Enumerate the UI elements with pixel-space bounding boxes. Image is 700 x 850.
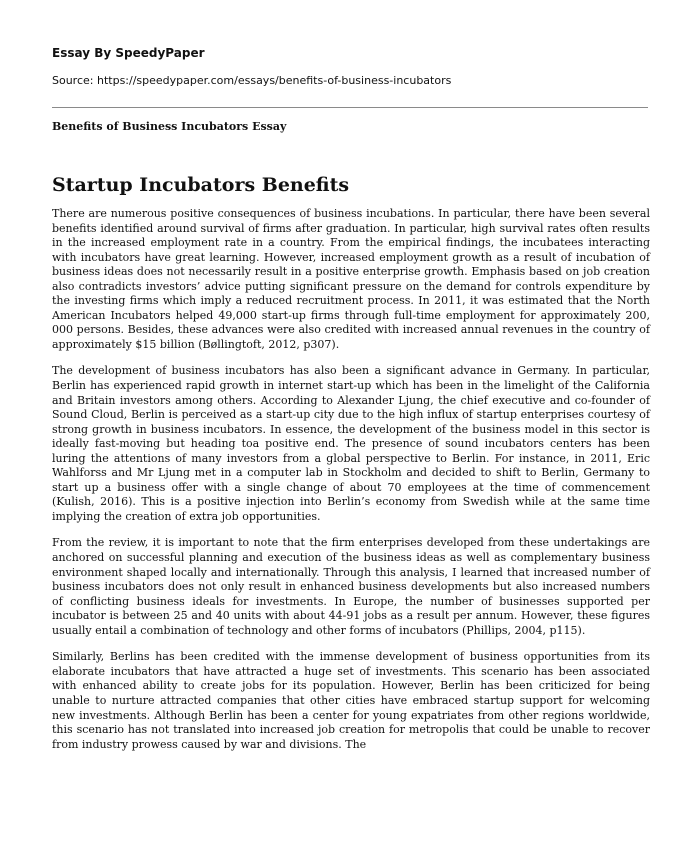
divider [52, 107, 648, 108]
paragraph-3: From the review, it is important to note that the firm enterprises developed from these undertakings are anchored on successful planning and execution of the business ideas as well as complementary business environment shaped locally and internationally. Through this analysis, I learned that increased number of business incubators does not only result in enhanced business developments but also increased numbers of conflicting business ideals for investments. In Europe, the number of businesses supported per incubator is between 25 and 40 units with about 44-91 jobs as a result per annum. However, these figures usually entail a combination of technology and other forms of incubators (Phillips, 2004, p115). [52, 536, 650, 637]
header-title: Essay By SpeedyPaper [52, 46, 205, 60]
source-line: Source: https://speedypaper.com/essays/benefits-of-business-incubators [52, 74, 452, 87]
paragraph-1: There are numerous positive consequences of business incubations. In particular, there have been several benefits identified around survival of firms after graduation. In particular, high survival rates often results in the increased employment rate in a country. From the empirical findings, the incubatees interacting with incubators have great learning. However, increased employment growth as a result of incubation of business ideas does not necessarily result in a positive enterprise growth. Emphasis based on job creation also contradicts investors’ advice putting significant pressure on the demand for controls expenditure by the investing firms which imply a reduced recruitment process. In 2011, it was estimated that the North American Incubators helped 49,000 start-up firms through full-time employment for approximately 200, 000 persons. Besides, these advances were also credited with increased annual revenues in the country of approximately $15 billion (Bøllingtoft, 2012, p307). [52, 207, 650, 351]
essay-title: Benefits of Business Incubators Essay [52, 120, 287, 133]
page-heading: Startup Incubators Benefits [52, 174, 350, 196]
paragraph-4: Similarly, Berlins has been credited with the immense development of business opportunities from its elaborate incubators that have attracted a huge set of investments. This scenario has been associated with enhanced ability to create jobs for its population. However, Berlin has been criticized for being unable to nurture attracted companies that other cities have embraced startup support for welcoming new investments. Although Berlin has been a center for young expatriates from other regions worldwide, this scenario has not translated into increased job creation for metropolis that could be unable to recover from industry prowess caused by war and divisions. The [52, 650, 650, 751]
paragraph-2: The development of business incubators has also been a significant advance in Germany. In particular, Berlin has experienced rapid growth in internet start-up which has been in the limelight of the California and Britain investors among others. According to Alexander Ljung, the chief executive and co-founder of Sound Cloud, Berlin is perceived as a start-up city due to the high influx of startup enterprises courtesy of strong growth in business incubators. In essence, the development of the business model in this sector is ideally fast-moving but heading toa positive end. The presence of sound incubators centers has been luring the attentions of many investors from a global perspective to Berlin. For instance, in 2011, Eric Wahlforss and Mr Ljung met in a computer lab in Stockholm and decided to shift to Berlin, Germany to start up a business offer with a single change of about 70 employees at the time of commencement (Kulish, 2016). This is a positive injection into Berlin’s economy from Swedish while at the same time implying the creation of extra job opportunities. [52, 364, 650, 523]
essay-body [52, 207, 650, 764]
